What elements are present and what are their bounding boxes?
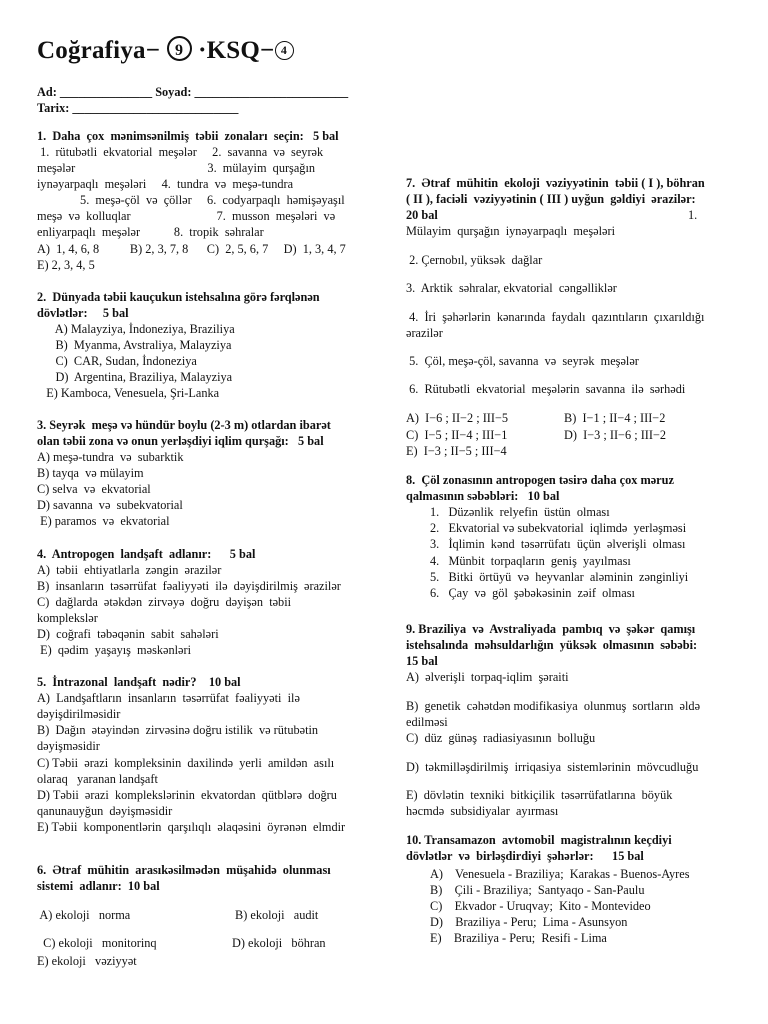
question-7-points: 20 bal bbox=[406, 208, 438, 222]
question-9-option-e: həcmdə subsidiyalar ayırması bbox=[406, 804, 559, 818]
question-5-option-a: A) Landşaftların insanların təsərrüfat fəaliyyəti ilə bbox=[37, 691, 300, 705]
question-6-option-a: A) ekoloji norma bbox=[37, 908, 131, 922]
question-4-option-d: D) coğrafi təbəqənin sabit sahələri bbox=[37, 627, 219, 641]
title-ksq: KSQ bbox=[206, 37, 261, 64]
question-8-item: 6. Çay və göl şəbəkəsinin zəif olması bbox=[430, 586, 635, 600]
question-7-item: 3. Arktik səhralar, ekvatorial cəngəlliklər bbox=[406, 281, 617, 295]
question-10-option-e: E) Braziliya - Peru; Resifi - Lima bbox=[430, 931, 607, 945]
question-3-title: olan təbii zona və onun yerləşdiyi iqlim qurşağı: 5 bal bbox=[37, 434, 324, 448]
page-title bbox=[37, 36, 294, 66]
question-1-options: A) 1, 4, 6, 8 B) 2, 3, 7, 8 C) 2, 5, 6, 7 D) 1, 3, 4, 7 bbox=[37, 242, 346, 256]
question-1-line: meşə və kolluqlar 7. musson meşələri və bbox=[37, 209, 336, 223]
question-6-title: 6. Ətraf mühitin arasıkəsilmədən müşahidə olunması bbox=[37, 863, 331, 877]
title-dash: − bbox=[260, 37, 275, 64]
question-3-option-e: E) paramos və ekvatorial bbox=[37, 514, 170, 528]
question-9-option-d: D) təkmilləşdirilmiş irriqasiya sistemlərinin mövcudluğu bbox=[406, 760, 699, 774]
question-10-title: 10. Transamazon avtomobil magistralının keçdiyi bbox=[406, 833, 672, 847]
question-2-option-e: E) Kamboca, Venesuela, Şri-Lanka bbox=[37, 386, 220, 400]
question-9-option-e: E) dövlətin texniki bitkiçilik təsərrüfatlarına böyük bbox=[406, 788, 673, 802]
question-3-option-c: C) selva və ekvatorial bbox=[37, 482, 151, 496]
question-5-option-e: E) Təbii komponentlərin qarşılıqlı əlaqəsini öyrənən elmdir bbox=[37, 820, 346, 834]
question-4-option-a: A) təbii ehtiyatlarla zəngin ərazilər bbox=[37, 563, 222, 577]
name-line: Ad: _______________ Soyad: _________________________ bbox=[37, 85, 349, 99]
question-8-item: 4. Münbit torpaqların geniş yayılması bbox=[430, 554, 631, 568]
question-10-option-a: A) Venesuela - Braziliya; Karakas - Buenos-Ayres bbox=[430, 867, 690, 881]
question-8-item: 1. Düzənlik relyefin üstün olması bbox=[430, 505, 610, 519]
title-dash: − bbox=[145, 37, 161, 64]
question-1-option-e: E) 2, 3, 4, 5 bbox=[37, 258, 95, 272]
question-7-option-c: C) I−5 ; II−4 ; III−1 bbox=[406, 428, 508, 442]
question-5-option-b: dəyişməsidir bbox=[37, 739, 100, 753]
question-5-option-d: D) Təbii ərazi komplekslərinin ekvatordan qütblərə doğru bbox=[37, 788, 337, 802]
question-5-option-b: B) Dağın ətəyindən zirvəsinə doğru istilik və rütubətin bbox=[37, 723, 319, 737]
date-line: Tarix: ___________________________ bbox=[37, 101, 239, 115]
question-4-option-b: B) insanların təsərrüfat fəaliyyəti ilə dəyişdirilmiş ərazilər bbox=[37, 579, 341, 593]
question-9-title: 9. Braziliya və Avstraliyada pambıq və şəkər qamışı bbox=[406, 622, 696, 636]
question-7-title: ( II ), faciəli vəziyyətinin ( III ) uyğun gəldiyi ərazilər: bbox=[406, 192, 696, 206]
question-10-option-b: B) Çili - Braziliya; Santyaqo - San-Paulu bbox=[430, 883, 645, 897]
question-6-option-d: D) ekoloji böhran bbox=[232, 936, 326, 950]
question-7-item: 5. Çöl, meşə-çöl, savanna və seyrək meşələr bbox=[406, 354, 639, 368]
question-9-option-b: edilməsi bbox=[406, 715, 448, 729]
question-4-option-c: komplekslər bbox=[37, 611, 98, 625]
question-8-item: 3. İqlimin kənd təsərrüfatı üçün əlverişli olması bbox=[430, 537, 686, 551]
question-2-option-d: D) Argentina, Braziliya, Malayziya bbox=[37, 370, 233, 384]
question-5-option-a: dəyişdirilməsidir bbox=[37, 707, 121, 721]
question-7-item: 2. Çernobıl, yüksək dağlar bbox=[406, 253, 543, 267]
question-8-item: 2. Ekvatorial və subekvatorial iqlimdə yerləşməsi bbox=[430, 521, 687, 535]
question-1-line: 5. meşə-çöl və çöllər 6. codyarpaqlı həmişəyaşıl bbox=[37, 193, 345, 207]
title-dot: · bbox=[198, 37, 207, 64]
question-8-title: qalmasının səbəbləri: 10 bal bbox=[406, 489, 560, 503]
question-7-title: 7. Ətraf mühitin ekoloji vəziyyətinin təbii ( I ), böhran bbox=[406, 176, 705, 190]
question-5-option-d: qanunauyğun dəyişməsidir bbox=[37, 804, 173, 818]
question-2-option-b: B) Myanma, Avstraliya, Malayziya bbox=[37, 338, 232, 352]
question-8-title: 8. Çöl zonasının antropogen təsirə daha çox məruz bbox=[406, 473, 674, 487]
question-2-title: dövlətlər: 5 bal bbox=[37, 306, 129, 320]
question-3-title: 3. Seyrək meşə və hündür boylu (2-3 m) otlardan ibarət bbox=[37, 418, 331, 432]
title-subject: Coğrafiya bbox=[37, 37, 146, 64]
question-7-item: 4. İri şəhərlərin kənarında faydalı qazıntıların çıxarıldığı bbox=[406, 310, 705, 324]
question-4-option-e: E) qədim yaşayış məskənləri bbox=[37, 643, 192, 657]
question-1-line: meşələr 3. mülayim qurşağın bbox=[37, 161, 316, 175]
question-6-option-b: B) ekoloji audit bbox=[235, 908, 319, 922]
question-3-option-b: B) tayqa və mülayim bbox=[37, 466, 144, 480]
question-10-title: dövlətlər və birləşdirdiyi şəhərlər: 15 bal bbox=[406, 849, 644, 863]
question-7-option-d: D) I−3 ; II−6 ; III−2 bbox=[564, 428, 667, 442]
question-4-title: 4. Antropogen landşaft adlanır: 5 bal bbox=[37, 547, 256, 561]
question-9-option-c: C) düz günəş radiasiyasının bolluğu bbox=[406, 731, 596, 745]
question-5-option-c: C) Təbii ərazi kompleksinin daxilində yerli amildən asılı bbox=[37, 756, 335, 770]
question-7-item: Mülayim qurşağın iynəyarpaqlı meşələri bbox=[406, 224, 615, 238]
question-7-option-e: E) I−3 ; II−5 ; III−4 bbox=[406, 444, 507, 458]
question-5-title: 5. İntrazonal landşaft nədir? 10 bal bbox=[37, 675, 241, 689]
question-8-item: 5. Bitki örtüyü və heyvanlar aləminin zənginliyi bbox=[430, 570, 689, 584]
question-5-option-c: olaraq yaranan landşaft bbox=[37, 772, 158, 786]
ksq-number-circle: 4 bbox=[275, 41, 294, 60]
question-1-line: enliyarpaqlı meşələr 8. tropik səhralar bbox=[37, 225, 264, 239]
question-9-option-a: A) əlverişli torpaq-iqlim şəraiti bbox=[406, 670, 569, 684]
question-4-option-c: C) dağlarda ətəkdən zirvəyə doğru dəyişən təbii bbox=[37, 595, 292, 609]
question-7-option-b: B) I−1 ; II−4 ; III−2 bbox=[564, 411, 666, 425]
question-7-option-a: A) I−6 ; II−2 ; III−5 bbox=[406, 411, 509, 425]
grade-circle: 9 bbox=[167, 36, 192, 61]
question-1-line: iynəyarpaqlı meşələri 4. tundra və meşə-tundra bbox=[37, 177, 294, 191]
question-2-title: 2. Dünyada təbii kauçukun istehsalına görə fərqlənən bbox=[37, 290, 320, 304]
question-1-title: 1. Daha çox mənimsənilmiş təbii zonaları seçin: 5 bal bbox=[37, 129, 339, 143]
question-3-option-d: D) savanna və subekvatorial bbox=[37, 498, 183, 512]
question-6-title: sistemi adlanır: 10 bal bbox=[37, 879, 160, 893]
question-1-line: 1. rütubətli ekvatorial meşələr 2. savanna və seyrək bbox=[37, 145, 324, 159]
question-6-option-e: E) ekoloji vəziyyət bbox=[37, 954, 137, 968]
question-2-option-c: C) CAR, Sudan, İndoneziya bbox=[37, 354, 197, 368]
question-9-points: 15 bal bbox=[406, 654, 438, 668]
question-9-title: istehsalında məhsuldarlığın yüksək olmasının səbəbi: bbox=[406, 638, 698, 652]
question-3-option-a: A) meşə-tundra və subarktik bbox=[37, 450, 184, 464]
question-7-item-number: 1. bbox=[688, 208, 698, 222]
question-10-option-c: C) Ekvador - Uruqvay; Kito - Montevideo bbox=[430, 899, 651, 913]
question-2-option-a: A) Malayziya, İndoneziya, Braziliya bbox=[37, 322, 235, 336]
question-6-option-c: C) ekoloji monitorinq bbox=[37, 936, 157, 950]
question-10-option-d: D) Braziliya - Peru; Lima - Asunsyon bbox=[430, 915, 628, 929]
question-9-option-b: B) genetik cəhətdən modifikasiya olunmuş sortların əldə bbox=[406, 699, 701, 713]
question-7-item: 6. Rütubətli ekvatorial meşələrin savanna ilə sərhədi bbox=[406, 382, 686, 396]
question-7-item: ərazilər bbox=[406, 326, 443, 340]
